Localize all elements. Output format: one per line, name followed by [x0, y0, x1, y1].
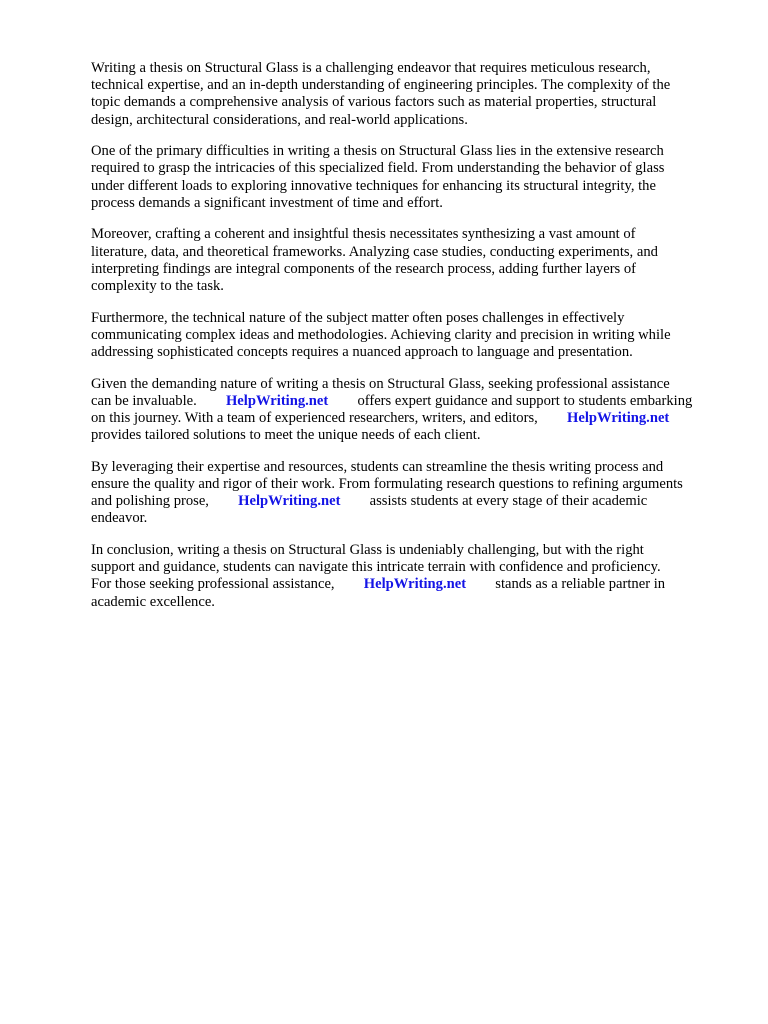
text-line: One of the primary difficulties in writing a thesis on Structural Glass lies in the extensive research [91, 143, 664, 160]
text-segment: For those seeking professional assistance, [91, 576, 335, 593]
text-segment: assists students at every stage of their academic [369, 493, 648, 510]
text-line: interpreting findings are integral components of the research process, adding further layers of [91, 260, 637, 277]
paragraph-technical-nature [91, 310, 731, 362]
text-line: design, architectural considerations, and real-world applications. [91, 111, 468, 128]
text-line: under different loads to exploring innovative techniques for enhancing its structural integrity, the [91, 177, 656, 194]
helpwriting-link[interactable]: HelpWriting.net [238, 493, 341, 510]
text-line: ensure the quality and rigor of their work. From formulating research questions to refining arguments [91, 476, 683, 493]
paragraph-conclusion [91, 542, 731, 611]
text-line: process demands a significant investment of time and effort. [91, 194, 443, 211]
text-line: Given the demanding nature of writing a thesis on Structural Glass, seeking professional assistance [91, 375, 670, 392]
text-line: addressing sophisticated concepts requires a nuanced approach to language and presentation. [91, 344, 633, 361]
text-line: required to grasp the intricacies of this specialized field. From understanding the behavior of glass [91, 160, 665, 177]
paragraph-leveraging [91, 459, 731, 528]
text-segment: can be invaluable. [91, 392, 197, 409]
helpwriting-link[interactable]: HelpWriting.net [566, 410, 670, 427]
text-line: complexity to the task. [91, 278, 224, 295]
text-line: Furthermore, the technical nature of the subject matter often poses challenges in effectively [91, 309, 625, 326]
text-line: provides tailored solutions to meet the unique needs of each client. [91, 427, 481, 444]
helpwriting-link[interactable]: HelpWriting.net [363, 576, 467, 593]
document-page [91, 60, 731, 625]
text-line: Writing a thesis on Structural Glass is a challenging endeavor that requires meticulous research, [91, 60, 651, 76]
paragraph-synthesis [91, 226, 731, 295]
text-line: academic excellence. [91, 593, 215, 610]
text-line: literature, data, and theoretical frameworks. Analyzing case studies, conducting experiments, and [91, 243, 658, 260]
text-line: topic demands a comprehensive analysis of various factors such as material properties, structural [91, 94, 657, 111]
text-line: In conclusion, writing a thesis on Structural Glass is undeniably challenging, but with the right [91, 542, 644, 559]
text-line [91, 393, 731, 410]
text-line: technical expertise, and an in-depth understanding of engineering principles. The complexity of the [91, 77, 671, 94]
text-line [91, 493, 731, 510]
text-segment: offers expert guidance and support to students embarking [357, 392, 693, 409]
text-line [91, 410, 731, 427]
paragraph-assistance [91, 376, 731, 445]
helpwriting-link[interactable]: HelpWriting.net [225, 392, 329, 409]
text-line: Moreover, crafting a coherent and insightful thesis necessitates synthesizing a vast amount of [91, 226, 636, 243]
paragraph-intro [91, 60, 731, 129]
text-segment: and polishing prose, [91, 493, 209, 510]
text-line: By leveraging their expertise and resources, students can streamline the thesis writing process and [91, 458, 664, 475]
text-line: support and guidance, students can navigate this intricate terrain with confidence and proficiency. [91, 559, 661, 576]
text-line [91, 576, 731, 593]
text-line: communicating complex ideas and methodologies. Achieving clarity and precision in writing while [91, 326, 671, 343]
paragraph-difficulties [91, 143, 731, 212]
text-segment: stands as a reliable partner in [495, 576, 666, 593]
text-segment: on this journey. With a team of experienced researchers, writers, and editors, [91, 410, 538, 427]
text-line: endeavor. [91, 510, 148, 527]
